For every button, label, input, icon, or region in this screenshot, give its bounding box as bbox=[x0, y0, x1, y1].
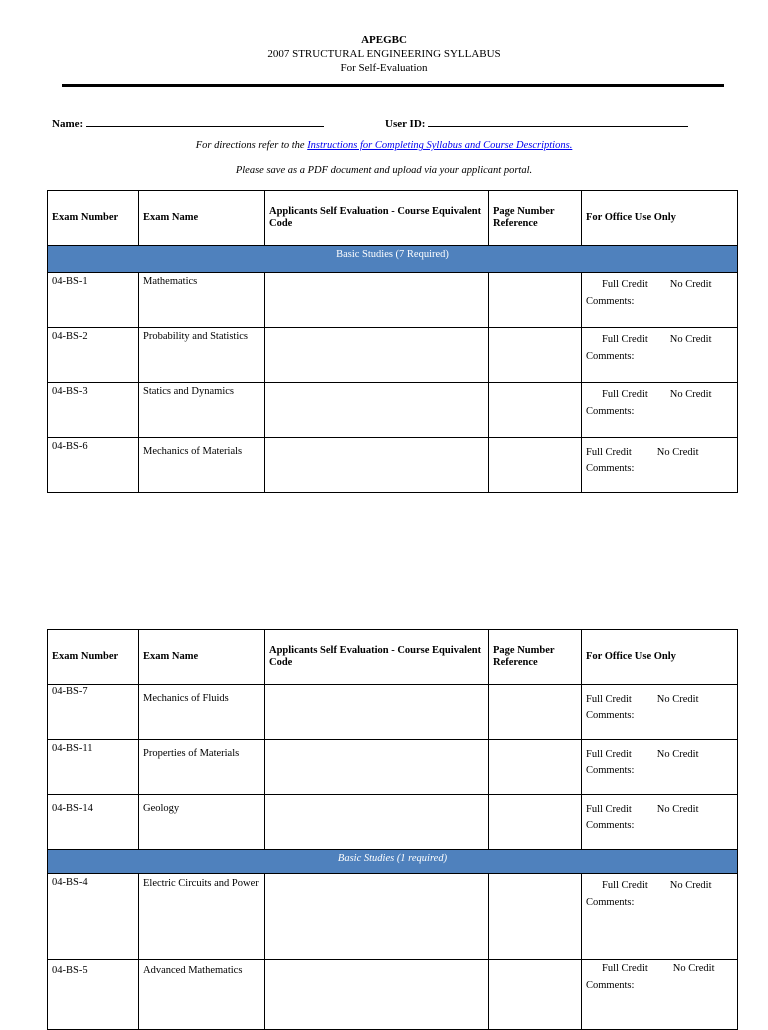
exam-name: Advanced Mathematics bbox=[139, 960, 265, 1030]
comments-label: Comments: bbox=[586, 897, 635, 908]
page-ref-cell[interactable] bbox=[489, 383, 582, 438]
self-eval-cell[interactable] bbox=[265, 273, 489, 328]
exam-number: 04-BS-6 bbox=[48, 438, 139, 493]
full-credit-label: Full Credit bbox=[602, 963, 648, 974]
no-credit-label: No Credit bbox=[669, 880, 712, 891]
table-row bbox=[48, 795, 738, 850]
page-ref-cell[interactable] bbox=[489, 328, 582, 383]
userid-field bbox=[385, 115, 688, 130]
exam-name: Mechanics of Fluids bbox=[139, 685, 265, 740]
col-self-eval: Applicants Self Evaluation - Course Equivalent Code bbox=[265, 191, 489, 246]
no-credit-label: No Credit bbox=[669, 279, 712, 290]
full-credit-label: Full Credit bbox=[602, 279, 648, 290]
office-cell bbox=[582, 795, 738, 850]
name-field bbox=[52, 115, 324, 130]
office-cell bbox=[582, 960, 738, 1030]
exam-name: Probability and Statistics bbox=[139, 328, 265, 383]
col-page-ref: Page Number Reference bbox=[489, 191, 582, 246]
table-row bbox=[48, 740, 738, 795]
self-eval-cell[interactable] bbox=[265, 438, 489, 493]
comments-label: Comments: bbox=[586, 765, 635, 776]
full-credit-label: Full Credit bbox=[586, 447, 632, 458]
exam-name: Electric Circuits and Power bbox=[139, 874, 265, 960]
comments-label: Comments: bbox=[586, 296, 635, 307]
comments-label: Comments: bbox=[586, 406, 635, 417]
syllabus-table-1 bbox=[47, 190, 738, 493]
page-ref-cell[interactable] bbox=[489, 273, 582, 328]
table-row bbox=[48, 874, 738, 960]
office-cell bbox=[582, 685, 738, 740]
comments-label: Comments: bbox=[586, 820, 635, 831]
self-eval-cell[interactable] bbox=[265, 685, 489, 740]
exam-number: 04-BS-2 bbox=[48, 328, 139, 383]
self-eval-cell[interactable] bbox=[265, 795, 489, 850]
no-credit-label: No Credit bbox=[672, 963, 715, 974]
no-credit-label: No Credit bbox=[656, 694, 699, 705]
directions-line bbox=[0, 140, 768, 151]
no-credit-label: No Credit bbox=[656, 804, 699, 815]
exam-number: 04-BS-11 bbox=[48, 740, 139, 795]
self-eval-cell[interactable] bbox=[265, 328, 489, 383]
full-credit-label: Full Credit bbox=[586, 804, 632, 815]
self-eval-cell[interactable] bbox=[265, 740, 489, 795]
table-row bbox=[48, 438, 738, 493]
full-credit-label: Full Credit bbox=[602, 880, 648, 891]
exam-name: Statics and Dynamics bbox=[139, 383, 265, 438]
office-cell bbox=[582, 438, 738, 493]
page-ref-cell[interactable] bbox=[489, 740, 582, 795]
col-office: For Office Use Only bbox=[582, 630, 738, 685]
comments-label: Comments: bbox=[586, 710, 635, 721]
exam-number: 04-BS-4 bbox=[48, 874, 139, 960]
exam-name: Properties of Materials bbox=[139, 740, 265, 795]
exam-name: Geology bbox=[139, 795, 265, 850]
page-ref-cell[interactable] bbox=[489, 438, 582, 493]
full-credit-label: Full Credit bbox=[602, 389, 648, 400]
exam-name: Mathematics bbox=[139, 273, 265, 328]
document-title: 2007 STRUCTURAL ENGINEERING SYLLABUS bbox=[267, 48, 501, 60]
col-exam-name: Exam Name bbox=[139, 191, 265, 246]
exam-number: 04-BS-3 bbox=[48, 383, 139, 438]
full-credit-label: Full Credit bbox=[586, 694, 632, 705]
table-header-row bbox=[48, 630, 738, 685]
no-credit-label: No Credit bbox=[656, 447, 699, 458]
exam-number: 04-BS-14 bbox=[48, 795, 139, 850]
table-header-row bbox=[48, 191, 738, 246]
full-credit-label: Full Credit bbox=[602, 334, 648, 345]
syllabus-table-2 bbox=[47, 629, 738, 1030]
page-ref-cell[interactable] bbox=[489, 685, 582, 740]
office-cell bbox=[582, 328, 738, 383]
col-exam-number: Exam Number bbox=[48, 191, 139, 246]
table-row bbox=[48, 383, 738, 438]
name-input-line[interactable] bbox=[86, 115, 324, 127]
comments-label: Comments: bbox=[586, 463, 635, 474]
section-row bbox=[48, 246, 738, 273]
self-eval-cell[interactable] bbox=[265, 383, 489, 438]
table-row bbox=[48, 960, 738, 1030]
table-row bbox=[48, 328, 738, 383]
table-row bbox=[48, 685, 738, 740]
document-header bbox=[0, 34, 768, 75]
full-credit-label: Full Credit bbox=[586, 749, 632, 760]
save-note: Please save as a PDF document and upload via your applicant portal. bbox=[235, 165, 533, 176]
name-label: Name: bbox=[52, 118, 84, 130]
userid-input-line[interactable] bbox=[428, 115, 688, 127]
exam-name: Mechanics of Materials bbox=[139, 438, 265, 493]
col-office: For Office Use Only bbox=[582, 191, 738, 246]
no-credit-label: No Credit bbox=[656, 749, 699, 760]
section-label: Basic Studies (1 required) bbox=[48, 850, 738, 874]
directions-prefix: For directions refer to the bbox=[195, 140, 305, 151]
page-ref-cell[interactable] bbox=[489, 960, 582, 1030]
comments-label: Comments: bbox=[586, 980, 635, 991]
self-eval-cell[interactable] bbox=[265, 874, 489, 960]
page-ref-cell[interactable] bbox=[489, 795, 582, 850]
org-name: APEGBC bbox=[361, 34, 407, 46]
office-cell bbox=[582, 874, 738, 960]
col-page-ref: Page Number Reference bbox=[489, 630, 582, 685]
no-credit-label: No Credit bbox=[669, 334, 712, 345]
office-cell bbox=[582, 740, 738, 795]
exam-number: 04-BS-1 bbox=[48, 273, 139, 328]
col-exam-name: Exam Name bbox=[139, 630, 265, 685]
instructions-link[interactable]: Instructions for Completing Syllabus and Course Descriptions. bbox=[307, 140, 573, 151]
exam-number: 04-BS-5 bbox=[48, 960, 139, 1030]
no-credit-label: No Credit bbox=[669, 389, 712, 400]
exam-number: 04-BS-7 bbox=[48, 685, 139, 740]
section-label: Basic Studies (7 Required) bbox=[48, 246, 738, 273]
page-ref-cell[interactable] bbox=[489, 874, 582, 960]
col-exam-number: Exam Number bbox=[48, 630, 139, 685]
userid-label: User ID: bbox=[385, 118, 426, 130]
table-row bbox=[48, 273, 738, 328]
office-cell bbox=[582, 383, 738, 438]
header-rule bbox=[62, 84, 724, 87]
col-self-eval: Applicants Self Evaluation - Course Equivalent Code bbox=[265, 630, 489, 685]
comments-label: Comments: bbox=[586, 351, 635, 362]
office-cell bbox=[582, 273, 738, 328]
document-subtitle: For Self-Evaluation bbox=[340, 62, 428, 74]
self-eval-cell[interactable] bbox=[265, 960, 489, 1030]
section-row bbox=[48, 850, 738, 874]
